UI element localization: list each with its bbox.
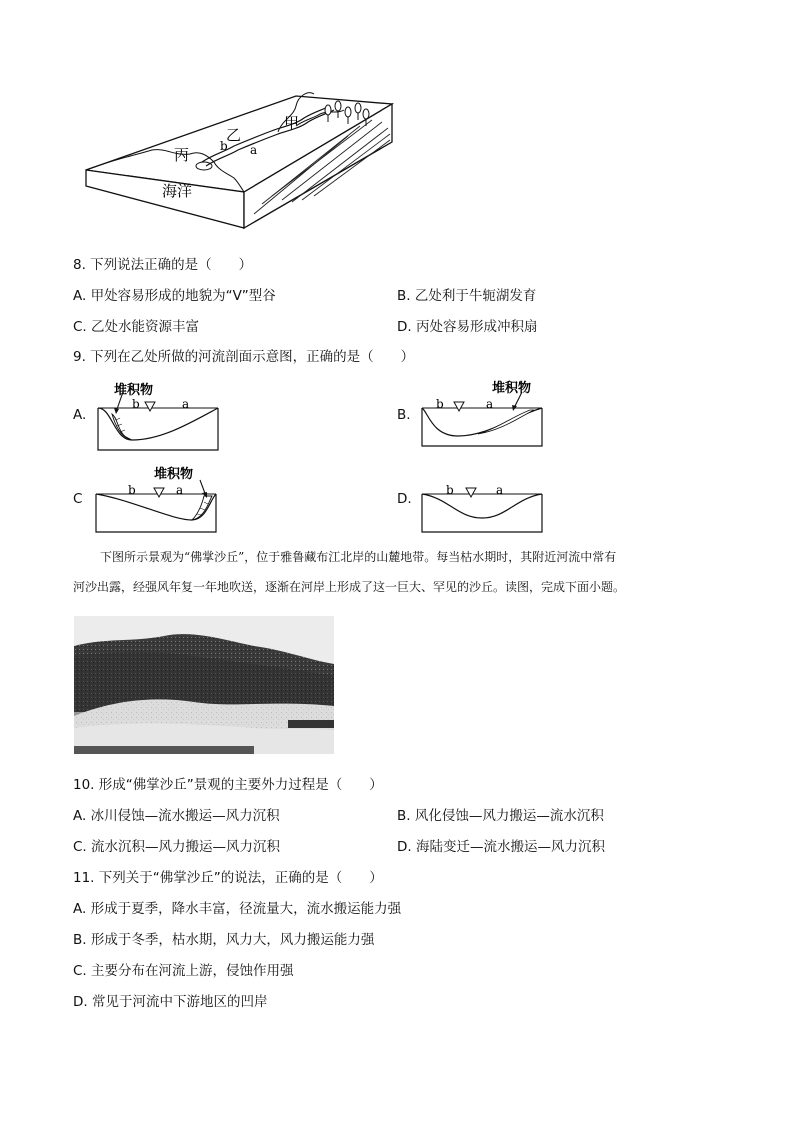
q9-b-deposit-label: 堆积物 — [492, 381, 532, 396]
q10-option-c[interactable]: C. 流水沉积—风力搬运—风力沉积 — [73, 839, 281, 855]
q10-stem: 10. 形成“佛掌沙丘”景观的主要外力过程是（ ） — [73, 777, 383, 793]
q9-d-b: b — [446, 483, 454, 497]
q9-option-b-diagram[interactable] — [418, 376, 548, 452]
q9-option-d-diagram[interactable] — [418, 460, 548, 536]
q9-c-b: b — [128, 483, 136, 497]
q9-stem: 9. 下列在乙处所做的河流剖面示意图，正确的是（ ） — [73, 349, 415, 365]
q11-option-a[interactable]: A. 形成于夏季，降水丰富，径流量大，流水搬运能力强 — [73, 901, 402, 917]
q10-option-d[interactable]: D. 海陆变迁—流水搬运—风力沉积 — [397, 839, 605, 855]
q9-b-a: a — [486, 397, 494, 411]
q10-option-b[interactable]: B. 风化侵蚀—风力搬运—流水沉积 — [397, 808, 604, 824]
q11-option-d[interactable]: D. 常见于河流中下游地区的凹岸 — [73, 994, 268, 1010]
label-jia: 甲 — [284, 114, 300, 132]
q8-stem: 8. 下列说法正确的是（ ） — [73, 257, 253, 273]
q9-option-d-letter[interactable]: D. — [397, 491, 412, 507]
q8-option-a[interactable]: A. 甲处容易形成的地貌为“V”型谷 — [73, 288, 276, 304]
label-b: b — [220, 139, 228, 153]
q9-b-b: b — [436, 397, 444, 411]
label-bing: 丙 — [174, 146, 190, 164]
q9-option-c-diagram[interactable] — [92, 460, 222, 536]
q9-a-deposit-label: 堆积物 — [114, 383, 154, 398]
q8-option-d[interactable]: D. 丙处容易形成冲积扇 — [397, 319, 538, 335]
q9-a-a: a — [182, 397, 190, 411]
q9-a-b: b — [132, 397, 140, 411]
q8-option-b[interactable]: B. 乙处利于牛轭湖发育 — [397, 288, 537, 304]
q10-option-a[interactable]: A. 冰川侵蚀—流水搬运—风力沉积 — [73, 808, 280, 824]
q9-c-deposit-label: 堆积物 — [154, 467, 194, 482]
label-a: a — [250, 143, 258, 157]
q11-stem: 11. 下列关于“佛掌沙丘”的说法，正确的是（ ） — [73, 870, 383, 886]
q8-option-c[interactable]: C. 乙处水能资源丰富 — [73, 319, 200, 335]
q9-option-a-diagram[interactable] — [92, 378, 222, 454]
passage-line-2: 河沙出露，经强风年复一年地吹送，逐渐在河岸上形成了这一巨大、罕见的沙丘。读图，完成下面小题。 — [73, 580, 626, 594]
q9-option-a-letter[interactable]: A. — [73, 407, 87, 423]
q11-option-b[interactable]: B. 形成于冬季，枯水期，风力大，风力搬运能力强 — [73, 932, 375, 948]
q9-d-a: a — [496, 483, 504, 497]
label-ocean: 海洋 — [162, 182, 193, 200]
q11-option-c[interactable]: C. 主要分布在河流上游，侵蚀作用强 — [73, 963, 294, 979]
sand-dune-photo — [74, 616, 334, 754]
q9-option-c-letter[interactable]: C — [73, 491, 83, 507]
label-yi: 乙 — [226, 126, 242, 144]
passage-line-1: 下图所示景观为“佛掌沙丘”，位于雅鲁藏布江北岸的山麓地带。每当枯水期时，其附近河流中常有 — [100, 550, 617, 564]
river-block-diagram — [82, 70, 402, 230]
q9-option-b-letter[interactable]: B. — [397, 407, 411, 423]
q9-c-a: a — [176, 483, 184, 497]
